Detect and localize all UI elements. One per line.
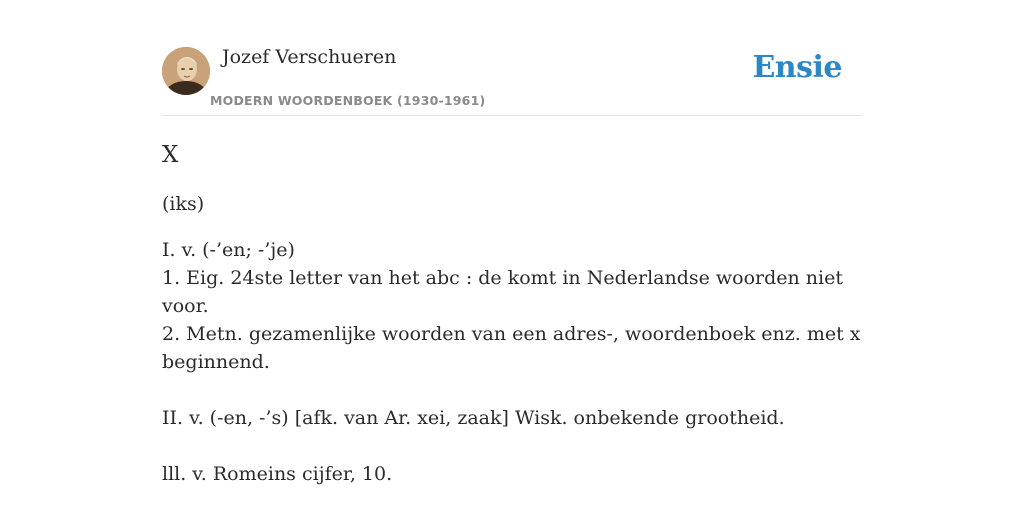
entry-definition: [162, 236, 862, 488]
entry-pronunciation: (iks): [162, 193, 205, 215]
entry-card: [162, 40, 862, 488]
source-label[interactable]: MODERN WOORDENBOEK (1930-1961): [210, 93, 486, 108]
definition-line: 1. Eig. 24ste letter van het abc : de komt in Nederlandse woorden niet voor.: [162, 267, 844, 317]
definition-line: 2. Metn. gezamenlijke woorden van een adres-, woordenboek enz. met x beginnend.: [162, 323, 861, 373]
portrait-icon: [162, 47, 210, 95]
ensie-logo[interactable]: Ensie: [752, 50, 842, 85]
definition-line: lll. v. Romeins cijfer, 10.: [162, 463, 393, 485]
definition-line: I. v. (-’en; -’je): [162, 239, 295, 261]
author-avatar[interactable]: [162, 47, 210, 95]
paragraph-gap: [162, 376, 862, 404]
author-name[interactable]: Jozef Verschueren: [222, 46, 397, 68]
entry-term: X: [162, 142, 179, 168]
entry-header: [162, 40, 862, 116]
definition-line: II. v. (-en, -’s) [afk. van Ar. xei, zaak] Wisk. onbekende grootheid.: [162, 407, 785, 429]
paragraph-gap: [162, 432, 862, 460]
